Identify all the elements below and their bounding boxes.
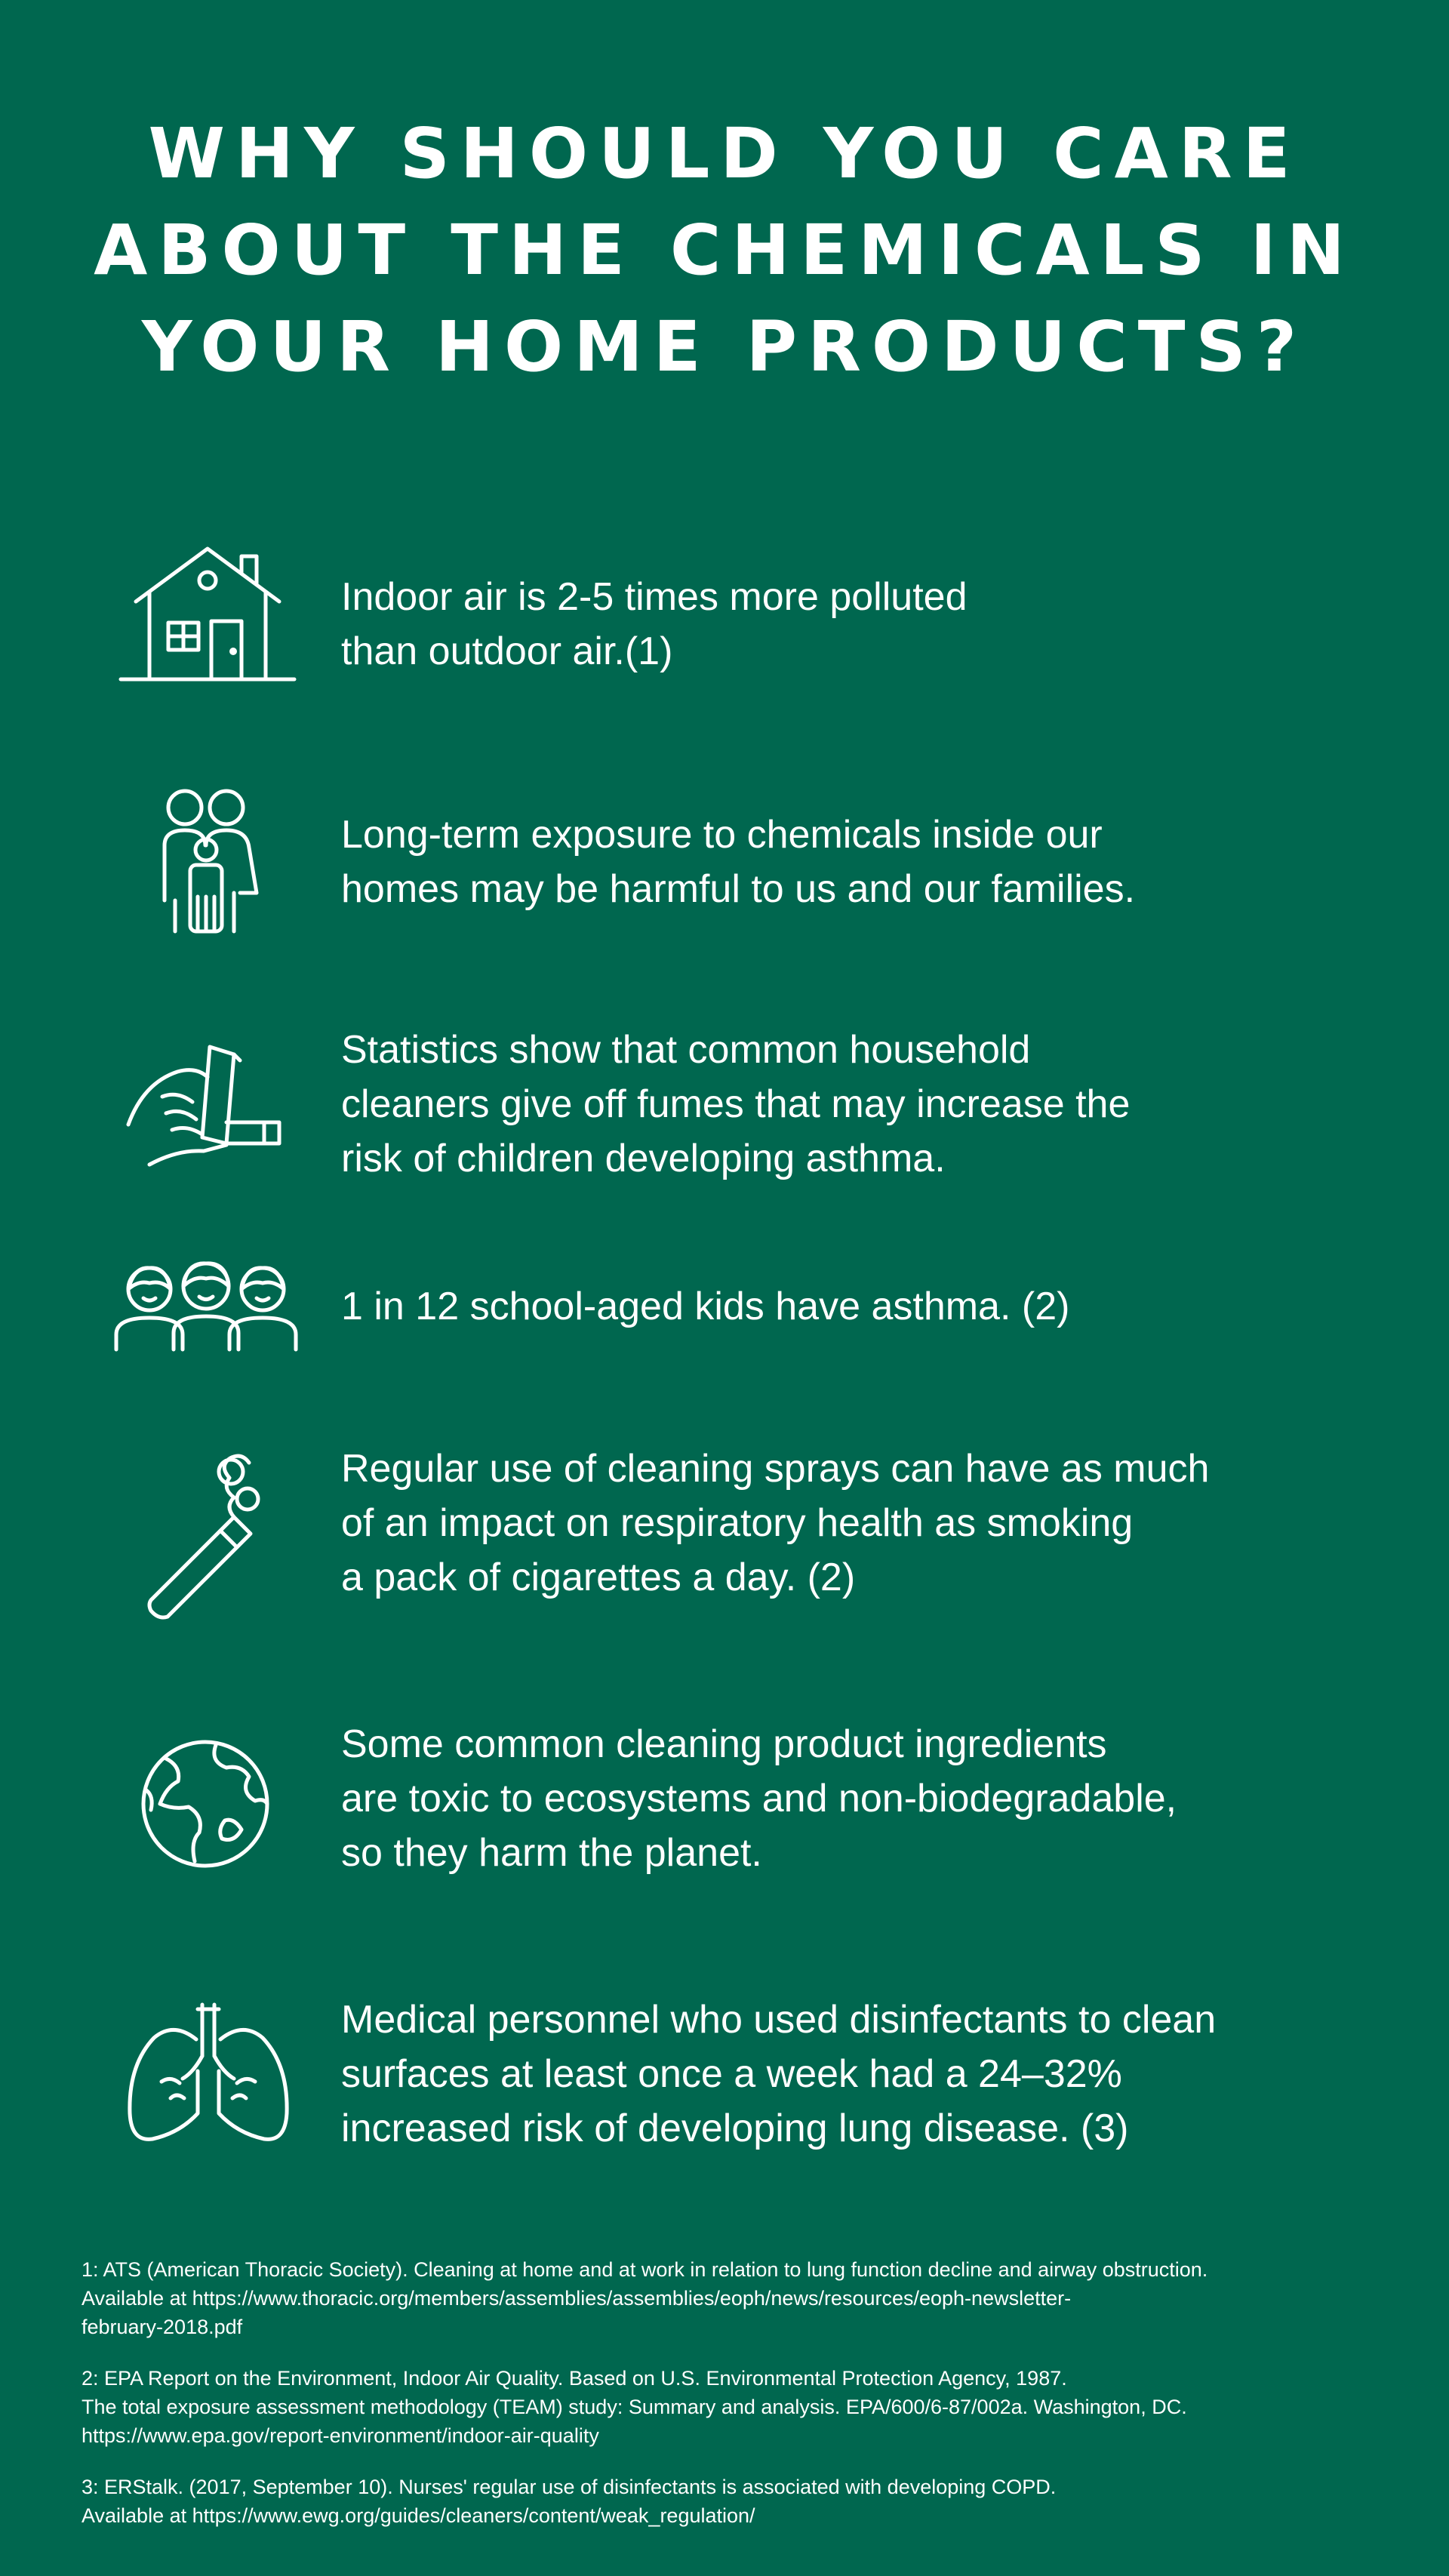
title-line: YOUR HOME PRODUCTS? [141,306,1308,387]
page-title [0,106,1449,395]
footnotes [82,2255,1380,2553]
fact-text: Indoor air is 2-5 times more polluted than outdoor air.(1) [341,575,968,673]
title-line: ABOUT THE CHEMICALS IN [94,210,1355,291]
fact-text: Regular use of cleaning sprays can have as much of an impact on respiratory health as smoking a pack of cigarettes a day. (2) [341,1447,1210,1599]
fact-text: Statistics show that common household cleaners give off fumes that may increase the risk of children developing asthma. [341,1028,1131,1180]
fact-text: Long-term exposure to chemicals inside our homes may be harmful to us and our families. [341,813,1136,911]
globe-icon [121,1728,294,1879]
fact-text: Some common cleaning product ingredients are toxic to ecosystems and non-biodegradable, so they harm the planet. [341,1722,1177,1875]
fact-text: Medical personnel who used disinfectants to clean surfaces at least once a week had a 24–32% increased risk of developing lung disease. (3) [341,1998,1217,2150]
title-line: WHY SHOULD YOU CARE [148,113,1301,194]
family-icon [121,783,294,934]
inhaler-icon [121,1038,294,1174]
children-icon [112,1253,300,1351]
footnote-3: 3: ERStalk. (2017, September 10). Nurses' regular use of disinfectants is associated with developing COPD. Available at https://www.ewg.org/guides/cleaners/content/weak_regulation/ [82,2476,1057,2527]
house-icon [121,532,294,683]
cigarette-icon [121,1449,294,1615]
fact-text: 1 in 12 school-aged kids have asthma. (2) [341,1285,1070,1328]
footnote-1: 1: ATS (American Thoracic Society). Cleaning at home and at work in relation to lung function decline and airway obstruction. Available at https://www.thoracic.org/members/assemblies/assemblies/eoph/news/resources/eoph-newsletter- february-2018.pdf [82,2258,1208,2338]
footnote-2: 2: EPA Report on the Environment, Indoor Air Quality. Based on U.S. Environmental Protection Agency, 1987. The total exposure assessment methodology (TEAM) study: Summary and analysis. EPA/600/6-87/002a. Washington, DC. https://www.epa.gov/report-environment/indoor-air-quality [82,2367,1187,2447]
lungs-icon [121,2000,294,2151]
